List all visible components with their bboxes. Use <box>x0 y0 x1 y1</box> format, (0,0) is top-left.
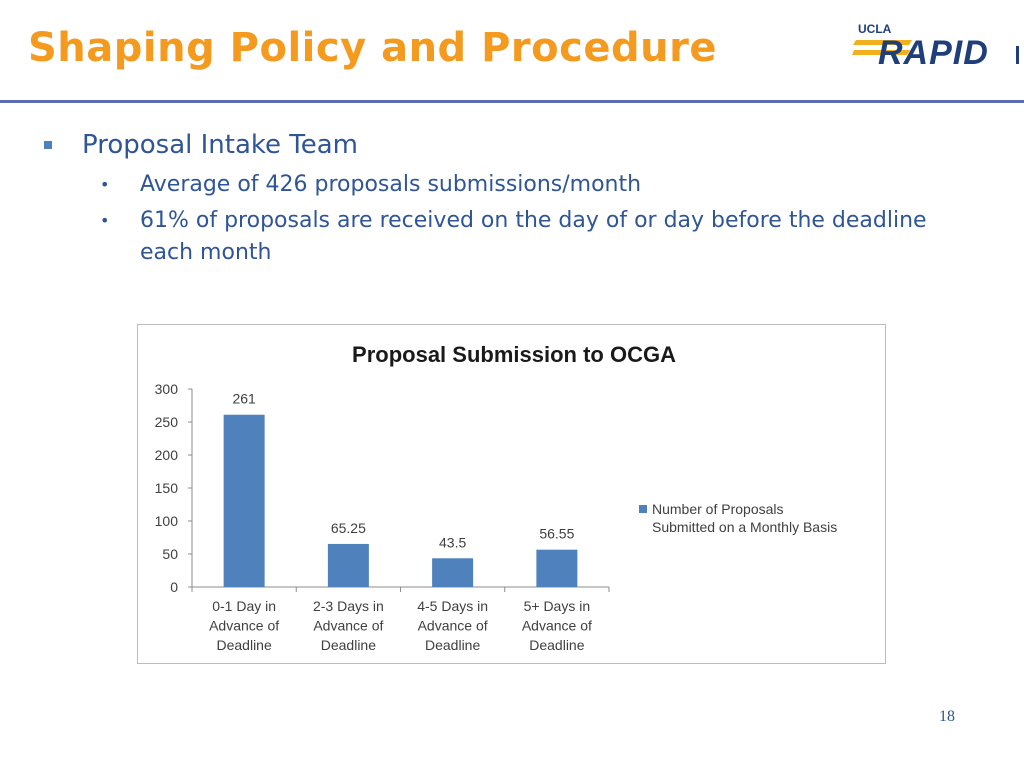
slide-title: Shaping Policy and Procedure <box>28 25 717 71</box>
x-category-label: Advance of <box>521 617 592 634</box>
dot-bullet-icon: • <box>100 175 110 194</box>
x-category-label: 2-3 Days in <box>312 598 384 614</box>
page-number: 18 <box>939 708 955 725</box>
bar-chart <box>138 325 887 665</box>
x-category-label: 4-5 Days in <box>417 598 489 614</box>
y-tick-label: 100 <box>154 513 178 529</box>
x-category-label: Deadline <box>529 637 585 653</box>
sub-bullet-average <box>100 169 960 201</box>
x-category-label: Advance of <box>417 617 488 634</box>
sub-bullet-text: Average of 426 proposals submissions/month <box>140 172 642 197</box>
x-category-label: Advance of <box>313 617 384 634</box>
y-tick-label: 50 <box>162 546 178 562</box>
y-tick-label: 0 <box>170 579 178 595</box>
sub-bullet-percentage <box>100 205 960 269</box>
logo-word: RAPID <box>878 34 989 72</box>
x-category-label: Deadline <box>424 637 481 653</box>
legend-swatch-icon <box>639 505 647 513</box>
sub-bullet-text: 61% of proposals are received on the day of or day before the deadline each month <box>140 208 927 265</box>
logo-bar-icon <box>1016 46 1019 64</box>
logo-ucla-text: UCLA <box>858 22 892 36</box>
title-divider <box>0 100 1024 103</box>
chart-frame <box>137 324 886 664</box>
x-category-label: 5+ Days in <box>523 598 591 614</box>
x-category-label: Advance of <box>209 617 280 634</box>
legend-label: Number of Proposals <box>652 501 784 517</box>
bar-2 <box>328 544 369 587</box>
x-category-label: Deadline <box>320 637 377 653</box>
y-tick-label: 300 <box>154 381 178 397</box>
chart-title: Proposal Submission to OCGA <box>352 342 676 367</box>
bar-4 <box>536 550 577 587</box>
data-label: 56.55 <box>539 525 575 542</box>
ucla-rapid-logo <box>852 20 1020 72</box>
x-category-label: Deadline <box>216 637 272 653</box>
data-label: 261 <box>232 390 256 407</box>
dot-bullet-icon: • <box>100 211 110 230</box>
bullet-l1-text: Proposal Intake Team <box>82 130 359 160</box>
bullet-proposal-intake <box>44 130 944 160</box>
data-label: 65.25 <box>330 519 366 536</box>
y-tick-label: 200 <box>154 447 178 463</box>
bar-1 <box>224 415 265 587</box>
y-tick-label: 150 <box>154 480 178 496</box>
y-tick-label: 250 <box>154 414 178 430</box>
x-category-label: 0-1 Day in <box>212 598 277 614</box>
square-bullet-icon <box>44 141 52 149</box>
data-label: 43.5 <box>439 534 467 551</box>
bar-3 <box>432 558 473 587</box>
legend-label: Submitted on a Monthly Basis <box>652 519 838 535</box>
